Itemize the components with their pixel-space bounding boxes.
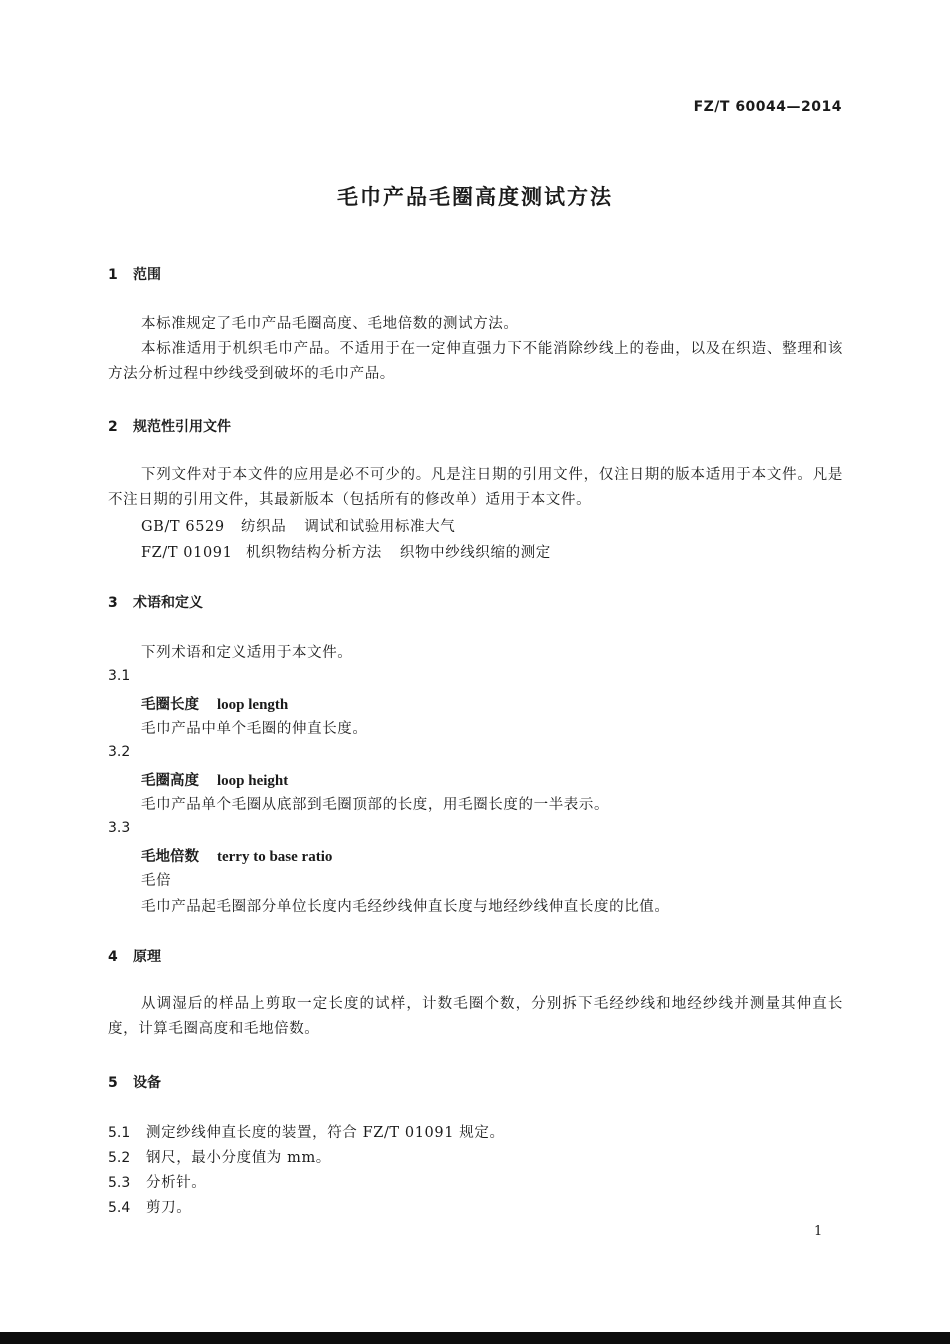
term-zh: 毛圈长度 — [141, 696, 199, 713]
section-2-intro: 下列文件对于本文件的应用是必不可少的。凡是注日期的引用文件，仅注日期的版本适用于本文件。凡是不注日期的引用文件，其最新版本（包括所有的修改单）适用于本文件。 — [108, 467, 843, 508]
term-zh: 毛圈高度 — [141, 772, 199, 789]
equipment-item — [108, 1121, 505, 1142]
term-number: 3.3 — [108, 820, 131, 836]
section-2-heading — [108, 416, 231, 436]
item-text: 钢尺，最小分度值为 mm。 — [146, 1150, 331, 1166]
equipment-item — [108, 1196, 191, 1217]
section-1-heading — [108, 264, 161, 284]
term-en: loop height — [217, 773, 289, 789]
term-entry — [141, 769, 288, 790]
standard-number: FZ/T 60044—2014 — [693, 99, 842, 115]
section-title: 规范性引用文件 — [133, 419, 231, 435]
reference-item — [141, 515, 455, 536]
section-4-paragraph: 从调湿后的样品上剪取一定长度的试样，计数毛圈个数，分别拆下毛经纱线和地经纱线并测量其伸直长度，计算毛圈高度和毛地倍数。 — [108, 996, 843, 1037]
term-number: 3.1 — [108, 668, 131, 684]
reference-title-a: 机织物结构分析方法 — [246, 545, 382, 561]
item-text: 剪刀。 — [146, 1200, 192, 1216]
term-definition: 毛巾产品起毛圈部分单位长度内毛经纱线伸直长度与地经纱线伸直长度的比值。 — [141, 899, 670, 915]
term-number: 3.2 — [108, 744, 131, 760]
reference-code: FZ/T 01091 — [141, 545, 233, 561]
section-title: 范围 — [133, 267, 161, 283]
term-entry — [141, 845, 332, 866]
section-1-paragraph-1: 本标准规定了毛巾产品毛圈高度、毛地倍数的测试方法。 — [141, 316, 519, 332]
section-number: 3 — [108, 595, 118, 611]
section-number: 2 — [108, 419, 118, 435]
page-number: 1 — [814, 1224, 823, 1239]
item-number: 5.2 — [108, 1150, 131, 1166]
section-1-paragraph-2: 本标准适用于机织毛巾产品。不适用于在一定伸直强力下不能消除纱线上的卷曲，以及在织造、整理和该方法分析过程中纱线受到破坏的毛巾产品。 — [108, 341, 843, 382]
term-synonym: 毛倍 — [141, 873, 172, 889]
item-number: 5.3 — [108, 1175, 131, 1191]
section-number: 5 — [108, 1075, 118, 1091]
section-5-heading — [108, 1072, 161, 1092]
section-number: 1 — [108, 267, 118, 283]
reference-item — [141, 541, 551, 562]
section-3-heading — [108, 592, 203, 612]
section-number: 4 — [108, 949, 118, 965]
term-en: terry to base ratio — [217, 849, 333, 865]
item-text: 测定纱线伸直长度的装置，符合 FZ/T 01091 规定。 — [146, 1125, 505, 1141]
term-zh: 毛地倍数 — [141, 848, 199, 865]
reference-code: GB/T 6529 — [141, 519, 225, 535]
item-number: 5.4 — [108, 1200, 131, 1216]
section-title: 设备 — [133, 1075, 161, 1091]
item-number: 5.1 — [108, 1125, 131, 1141]
document-title: 毛巾产品毛圈高度测试方法 — [337, 185, 613, 209]
term-en: loop length — [217, 697, 289, 713]
term-definition: 毛巾产品单个毛圈从底部到毛圈顶部的长度，用毛圈长度的一半表示。 — [141, 797, 610, 813]
equipment-item — [108, 1171, 206, 1192]
reference-title-b: 织物中纱线织缩的测定 — [399, 545, 551, 561]
section-title: 原理 — [133, 949, 161, 965]
term-entry — [141, 693, 288, 714]
term-definition: 毛巾产品中单个毛圈的伸直长度。 — [141, 721, 368, 737]
item-text: 分析针。 — [146, 1175, 207, 1191]
equipment-item — [108, 1146, 331, 1167]
section-3-intro: 下列术语和定义适用于本文件。 — [141, 645, 353, 661]
section-title: 术语和定义 — [133, 595, 203, 611]
section-4-heading — [108, 946, 161, 966]
reference-title-b: 调试和试验用标准大气 — [304, 519, 456, 535]
reference-title-a: 纺织品 — [241, 519, 287, 535]
scan-edge-bar — [0, 1332, 950, 1344]
